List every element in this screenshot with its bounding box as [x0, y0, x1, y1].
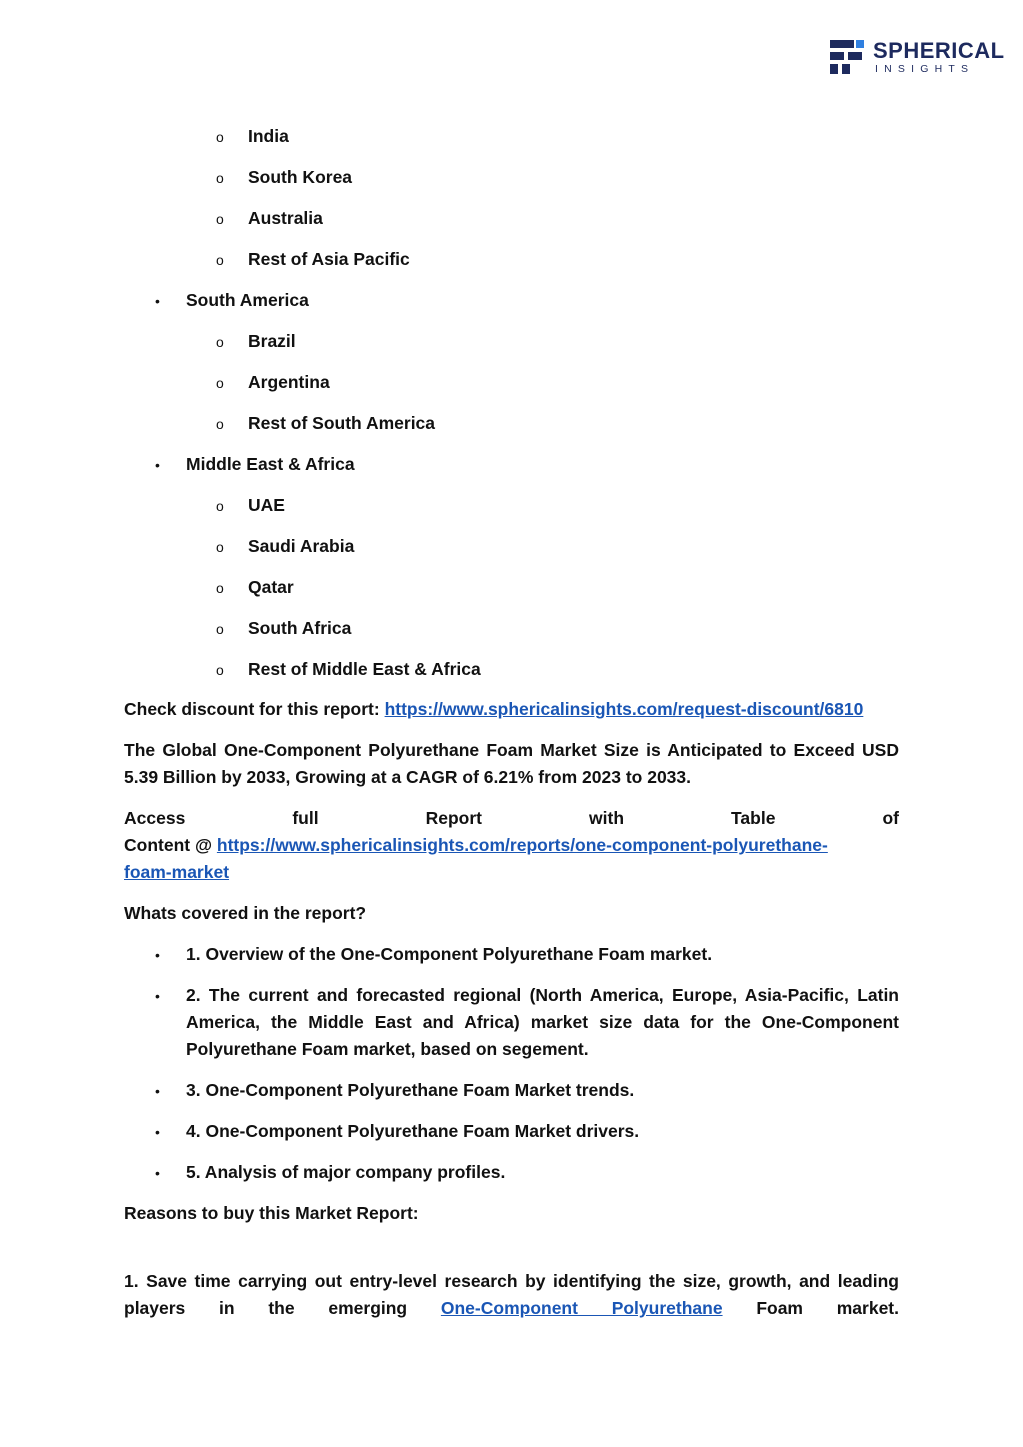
access-prefix: Content @	[124, 835, 217, 855]
list-item: South Korea	[248, 167, 353, 187]
covered-item: 4. One-Component Polyurethane Foam Market drivers.	[186, 1121, 640, 1141]
bullet-icon: •	[155, 947, 160, 963]
sub-bullet-icon: o	[216, 416, 224, 432]
covered-item: 5. Analysis of major company profiles.	[186, 1162, 506, 1182]
list-item: Rest of South America	[248, 413, 436, 433]
covered-item: 1. Overview of the One-Component Polyurethane Foam market.	[186, 944, 713, 964]
sub-bullet-icon: o	[216, 375, 224, 391]
region-heading: Middle East & Africa	[186, 454, 355, 474]
logo-tagline: INSIGHTS	[875, 63, 975, 75]
list-item: Argentina	[248, 372, 330, 392]
bullet-icon: •	[155, 1083, 160, 1099]
covered-heading: Whats covered in the report?	[124, 903, 367, 923]
reasons-heading: Reasons to buy this Market Report:	[124, 1203, 419, 1223]
list-item: Qatar	[248, 577, 294, 597]
sub-bullet-icon: o	[216, 662, 224, 678]
list-item: Saudi Arabia	[248, 536, 355, 556]
reason-text: players in the emerging	[124, 1298, 441, 1318]
list-item: UAE	[248, 495, 285, 515]
discount-link[interactable]: https://www.sphericalinsights.com/request-discount/6810	[384, 699, 864, 719]
sub-bullet-icon: o	[216, 621, 224, 637]
report-link-continued[interactable]: foam-market	[124, 862, 230, 882]
access-line: Access full Report with Table of	[124, 808, 899, 828]
sub-bullet-icon: o	[216, 211, 224, 227]
bullet-icon: •	[155, 1165, 160, 1181]
logo-mark-icon	[828, 38, 866, 76]
reason-item-line: 1. Save time carrying out entry-level research by identifying the size, growth, and leading	[124, 1271, 899, 1291]
logo-wordmark: SPHERICAL	[873, 38, 1005, 63]
bullet-icon: •	[155, 1124, 160, 1140]
covered-item: 3. One-Component Polyurethane Foam Market trends.	[186, 1080, 635, 1100]
market-summary: The Global One-Component Polyurethane Foam Market Size is Anticipated to Exceed USD 5.39 Billion by 2033, Growing at a CAGR of 6.21% from 2023 to 2033.	[124, 740, 899, 787]
bullet-icon: •	[155, 457, 160, 473]
list-item: Brazil	[248, 331, 296, 351]
bullet-icon: •	[155, 988, 160, 1004]
reason-text: Foam market.	[722, 1298, 899, 1318]
sub-bullet-icon: o	[216, 129, 224, 145]
sub-bullet-icon: o	[216, 498, 224, 514]
list-item: Rest of Middle East & Africa	[248, 659, 481, 679]
covered-item: 2. The current and forecasted regional (North America, Europe, Asia-Pacific, Latin America, the Middle East and Africa) market size data for the One-Component Polyurethane Foam market, based on segement.	[186, 985, 899, 1059]
report-link[interactable]: https://www.sphericalinsights.com/reports/one-component-polyurethane-	[216, 835, 828, 855]
list-item: Rest of Asia Pacific	[248, 249, 410, 269]
discount-line	[124, 696, 899, 723]
sub-bullet-icon: o	[216, 334, 224, 350]
region-heading: South America	[186, 290, 309, 310]
reason-item-line	[124, 1295, 899, 1322]
sub-bullet-icon: o	[216, 252, 224, 268]
access-content	[124, 832, 899, 886]
discount-label: Check discount for this report:	[124, 699, 385, 719]
sub-bullet-icon: o	[216, 539, 224, 555]
list-item: Australia	[248, 208, 323, 228]
spherical-insights-logo	[828, 38, 1005, 78]
bullet-icon: •	[155, 293, 160, 309]
list-item: South Africa	[248, 618, 352, 638]
reason-link[interactable]: One-Component Polyurethane	[440, 1298, 723, 1318]
sub-bullet-icon: o	[216, 170, 224, 186]
sub-bullet-icon: o	[216, 580, 224, 596]
list-item: India	[248, 126, 289, 146]
